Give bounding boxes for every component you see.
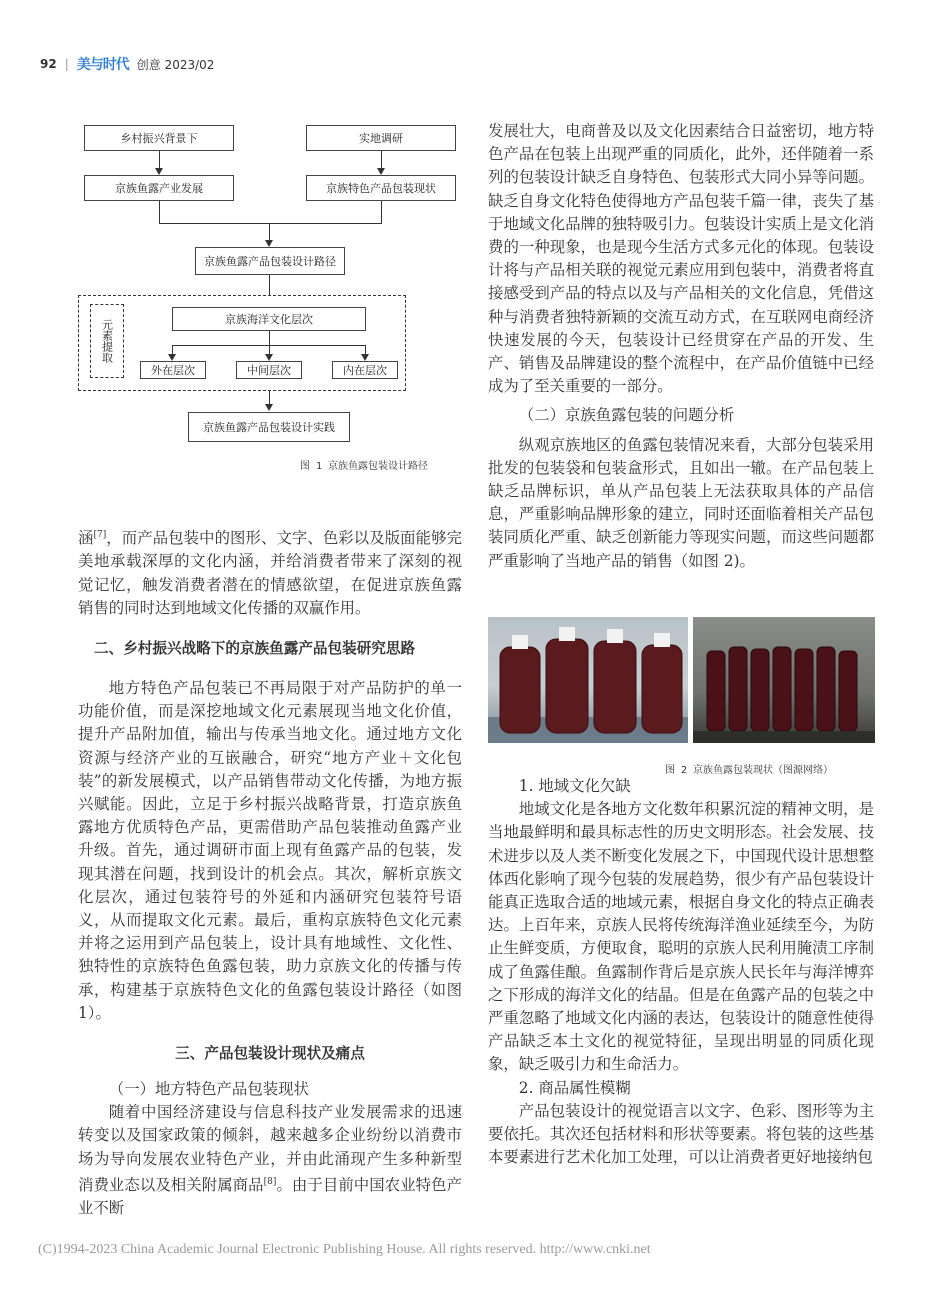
arrow-down — [265, 354, 273, 361]
right-column-bottom — [488, 775, 874, 1169]
bottle — [751, 649, 769, 731]
box-field-research: 实地调研 — [306, 125, 456, 151]
left-column — [78, 524, 462, 1220]
arrow-down — [168, 354, 176, 361]
connector — [269, 223, 270, 241]
box-inner-level: 内在层次 — [332, 361, 398, 379]
connector — [159, 223, 382, 224]
box-industry-development: 京族鱼露产业发展 — [84, 175, 234, 201]
box-design-path: 京族鱼露产品包装设计路径 — [195, 247, 345, 275]
figure-2-photo-right — [693, 617, 875, 743]
right-column-top — [488, 120, 874, 573]
section-heading-2: 二、乡村振兴战略下的京族鱼露产品包装研究思路 — [94, 639, 416, 657]
connector — [269, 331, 270, 345]
figure-2-caption: 图 2 京族鱼露包装现状（图源网络） — [665, 765, 834, 776]
bottle — [546, 639, 588, 733]
box-outer-level: 外在层次 — [140, 361, 206, 379]
arrow-down — [265, 240, 273, 247]
bottle — [839, 651, 857, 731]
subsection-heading-2: （二）京族鱼露包装的问题分析 — [518, 406, 735, 425]
paragraph-packaging-status — [78, 1101, 462, 1220]
box-design-practice: 京族鱼露产品包装设计实践 — [188, 412, 350, 442]
paragraph-continued — [78, 524, 462, 620]
bottle — [729, 647, 747, 731]
text-span: ，而产品包装中的图形、文字、色彩以及版面能够完美地承载深厚的文化内涵，并给消费者带来了深刻的视觉记忆，触发消费者潜在的情感欲望，在促进京族鱼露销售的同时达到地域文化传播的双赢作用。 — [78, 529, 462, 617]
arrow-down — [377, 168, 385, 175]
section-heading-3: 三、产品包装设计现状及痛点 — [175, 1044, 365, 1062]
paragraph-product-attributes: 产品包装设计的视觉语言以文字、色彩、图形等为主要依托。其次还包括材料和形状等要素。将包装的这些基本要素进行艺术化加工处理，可以让消费者更好地接纳包 — [488, 1101, 874, 1167]
bottle — [795, 649, 813, 731]
bottle-cap — [512, 635, 528, 649]
bottle-cap — [559, 627, 575, 641]
paragraph-regional-culture: 地域文化是各地方文化数年积累沉淀的精神文明，是当地最鲜明和最具标志性的历史文明形态。社会发展、技术进步以及人类不断变化发展之下，中国现代设计思想整体西化影响了现今包装的发展趋势，很少有产品包装设计能真正选取合适的地域元素，根据自身文化的特点正确表达。上百年来，京族人民将传统海洋渔业延续至今，为防止生鲜变质，方便取食，聪明的京族人民利用腌渍工序制成了鱼露佳酿。鱼露制作背后是京族人民长年与海洋博弈之下形成的海洋文化的结晶。但是在鱼露产品的包装之中严重忽略了地域文化内涵的表达，包装设计的随意性使得产品缺乏本土文化的视觉特征，呈现出明显的同质化现象，缺乏吸引力和生命活力。 — [488, 800, 874, 1074]
bottles-photo-right — [693, 617, 875, 743]
box-middle-level: 中间层次 — [236, 361, 302, 379]
paragraph-continued-right: 发展壮大，电商普及以及文化因素结合日益密切，地方特色产品在包装上出现严重的同质化，此外，还伴随着一系列的包装设计缺乏自身特色、包装形式大同小异等问题。缺乏自身文化特色使得地方产品包装千篇一律，丧失了基于地域文化品牌的独特吸引力。包装设计实质上是文化消费的一种现象，也是现今生活方式多元化的体现。包装设计将与产品相关联的视觉元素应用到包装中，消费者将直接感受到产品的特点以及与产品相关的文化信息，凭借这种与消费者独特新颖的交流互动方式，在互联网电商经济快速发展的今天，包装设计已经贯穿在产品的开发、生产、销售及品牌建设的整个流程中，在产品价值链中已经成为了至关重要的一部分。 — [488, 122, 874, 396]
numbered-heading-2: 2. 商品属性模糊 — [518, 1078, 631, 1097]
connector — [159, 201, 160, 223]
header-separator: | — [64, 57, 69, 71]
text-span: 随着中国经济建设与信息科技产业发展需求的迅速转变以及国家政策的倾斜，越来越多企业纷纷以消费市场为导向发展农业特色产业，并由此涌现产生多种新型消费业态以及相关附属商品 — [78, 1103, 462, 1194]
citation-7: [7] — [93, 530, 107, 540]
citation-8: [8] — [263, 1176, 277, 1187]
subsection-heading-1: （一）地方特色产品包装现状 — [108, 1079, 309, 1098]
bottle — [773, 647, 791, 731]
connector — [269, 391, 270, 405]
box-marine-culture: 京族海洋文化层次 — [172, 307, 366, 331]
box-rural-background: 乡村振兴背景下 — [84, 125, 234, 151]
bottle-cap — [607, 629, 623, 643]
bottle — [707, 651, 725, 731]
connector — [381, 201, 382, 223]
page-number: 92 — [40, 57, 57, 71]
arrow-down — [155, 168, 163, 175]
figure-2-photo-left — [488, 617, 688, 743]
figure-1-caption: 图 1 京族鱼露包装设计路径 — [300, 461, 429, 472]
arrow-down — [265, 404, 273, 411]
bottle — [642, 645, 682, 733]
paragraph-research-approach: 地方特色产品包装已不再局限于对产品防护的单一功能价值，而是深挖地域文化元素展现当地文化价值，提升产品附加值，输出与传承当地文化。通过地方文化资源与经济产业的互嵌融合，研究“地方产业＋文化包装”的新发展模式，以产品销售带动文化传播，为地方振兴赋能。因此，立足于乡村振兴战略背景，打造京族鱼露地方优质特色产品，更需借助产品包装推动鱼露产业升级。首先，通过调研市面上现有鱼露产品的包装，发现其潜在问题，找到设计的机会点。其次，解析京族文化层次，通过包装符号的外延和内涵研究包装符号语义，从而提取文化元素。最后，重构京族特色文化元素并将之运用到产品包装上，设计具有地域性、文化性、独特性的京族特色鱼露包装，助力京族文化的传播与传承，构建基于京族特色文化的鱼露包装设计路径（如图 1）。 — [78, 678, 462, 1022]
bottle — [500, 647, 540, 733]
arrow-down — [361, 354, 369, 361]
copyright-footer: (C)1994-2023 China Academic Journal Electronic Publishing House. All rights reserved. http://www.cnki.net — [38, 1242, 651, 1257]
bottle — [594, 641, 636, 733]
page-header — [40, 54, 214, 74]
box-packaging-status: 京族特色产品包装现状 — [306, 175, 456, 201]
bottle — [817, 647, 835, 731]
issue-label: 创意 2023/02 — [136, 57, 215, 72]
paragraph-problem-analysis: 纵观京族地区的鱼露包装情况来看，大部分包装采用批发的包装袋和包装盒形式，且如出一辙。在产品包装上缺乏品牌标识，单从产品包装上无法获取具体的产品信息，严重影响品牌形象的建立，同时还面临着相关产品包装同质化严重、缺乏创新能力等现实问题，而这些问题都严重影响了当地产品的销售（如图 2)。 — [488, 435, 874, 570]
numbered-heading-1: 1. 地域文化欠缺 — [518, 777, 631, 795]
bottle-cap — [654, 633, 670, 647]
journal-logo: 美与时代 — [76, 57, 129, 73]
photo-shelf — [693, 731, 875, 743]
text-span: 涵 — [78, 529, 94, 548]
connector — [269, 275, 270, 295]
element-extraction-label: 元素提取 — [100, 319, 114, 363]
text-span: 。由于目前中国农业特色产业不断 — [78, 1175, 462, 1218]
bottles-photo-left — [488, 617, 688, 743]
